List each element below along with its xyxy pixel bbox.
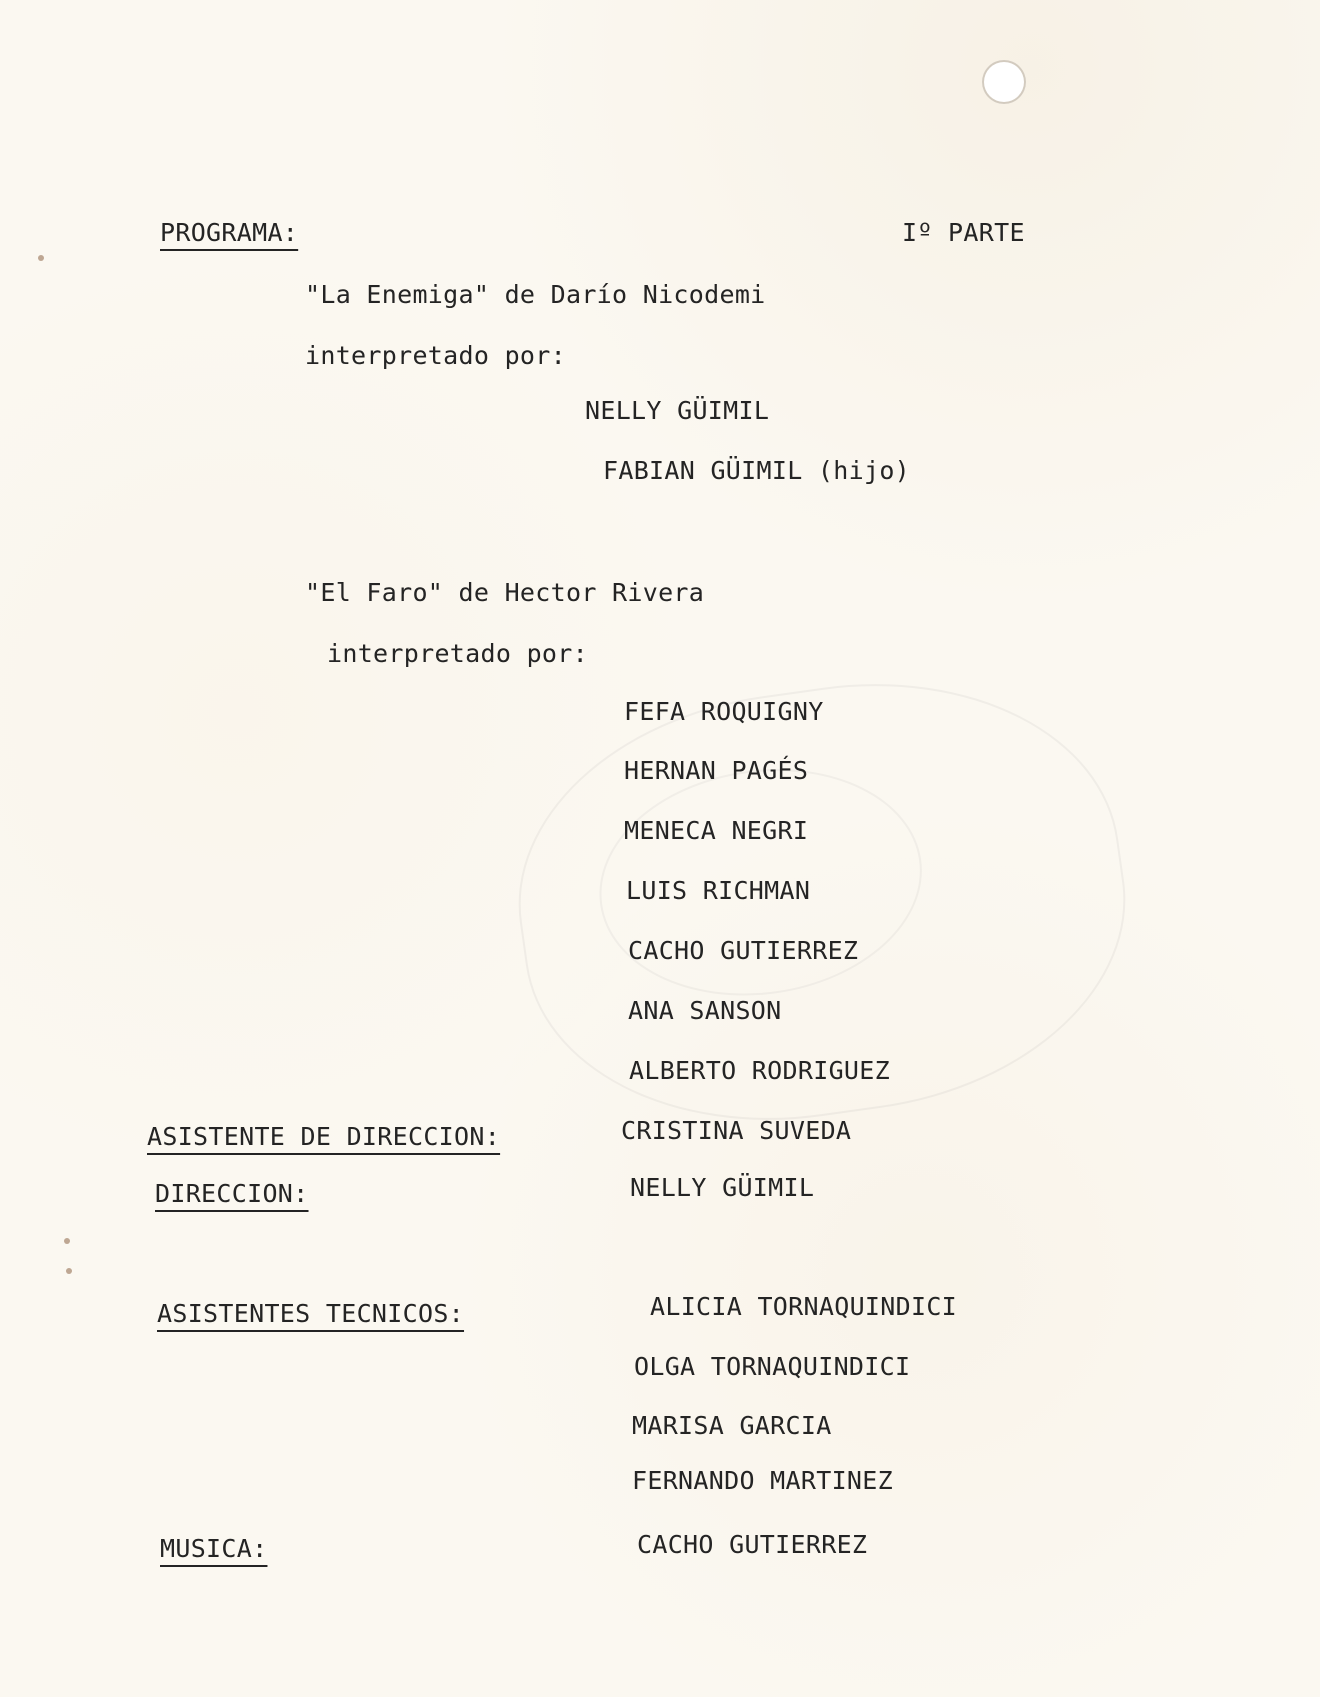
cast-2-name-1: FEFA ROQUIGNY: [624, 697, 824, 726]
technical-assistants-label: ASISTENTES TECNICOS:: [157, 1299, 465, 1328]
cast-2-name-4: LUIS RICHMAN: [626, 876, 811, 905]
interpreted-by-1: interpretado por:: [305, 341, 566, 370]
music-label: MUSICA:: [160, 1534, 268, 1563]
cast-2-name-5: CACHO GUTIERREZ: [628, 936, 859, 965]
technical-assistant-1: ALICIA TORNAQUINDICI: [650, 1292, 958, 1321]
part-label: Iº PARTE: [902, 218, 1025, 247]
play-title-1: "La Enemiga" de Darío Nicodemi: [305, 280, 766, 309]
cast-2-name-6: ANA SANSON: [628, 996, 782, 1025]
cast-2-name-7: ALBERTO RODRIGUEZ: [629, 1056, 890, 1085]
paper-mark: [64, 1238, 70, 1244]
cast-1-name-2: FABIAN GÜIMIL (hijo): [603, 456, 911, 485]
assistant-direction-label: ASISTENTE DE DIRECCION:: [147, 1122, 501, 1151]
technical-assistant-3: MARISA GARCIA: [632, 1411, 832, 1440]
play-title-2: "El Faro" de Hector Rivera: [305, 578, 705, 607]
cast-1-name-1: NELLY GÜIMIL: [585, 396, 770, 425]
technical-assistant-2: OLGA TORNAQUINDICI: [634, 1352, 911, 1381]
cast-2-name-2: HERNAN PAGÉS: [624, 756, 809, 785]
technical-assistant-4: FERNANDO MARTINEZ: [632, 1466, 893, 1495]
direction-name: NELLY GÜIMIL: [630, 1173, 815, 1202]
music-name: CACHO GUTIERREZ: [637, 1530, 868, 1559]
paper-mark: [66, 1268, 72, 1274]
paper-mark: [38, 255, 44, 261]
cast-2-name-3: MENECA NEGRI: [624, 816, 809, 845]
interpreted-by-2: interpretado por:: [327, 639, 588, 668]
program-label: PROGRAMA:: [160, 218, 299, 247]
assistant-direction-name: CRISTINA SUVEDA: [621, 1116, 852, 1145]
punch-hole: [982, 60, 1026, 104]
direction-label: DIRECCION:: [155, 1179, 309, 1208]
